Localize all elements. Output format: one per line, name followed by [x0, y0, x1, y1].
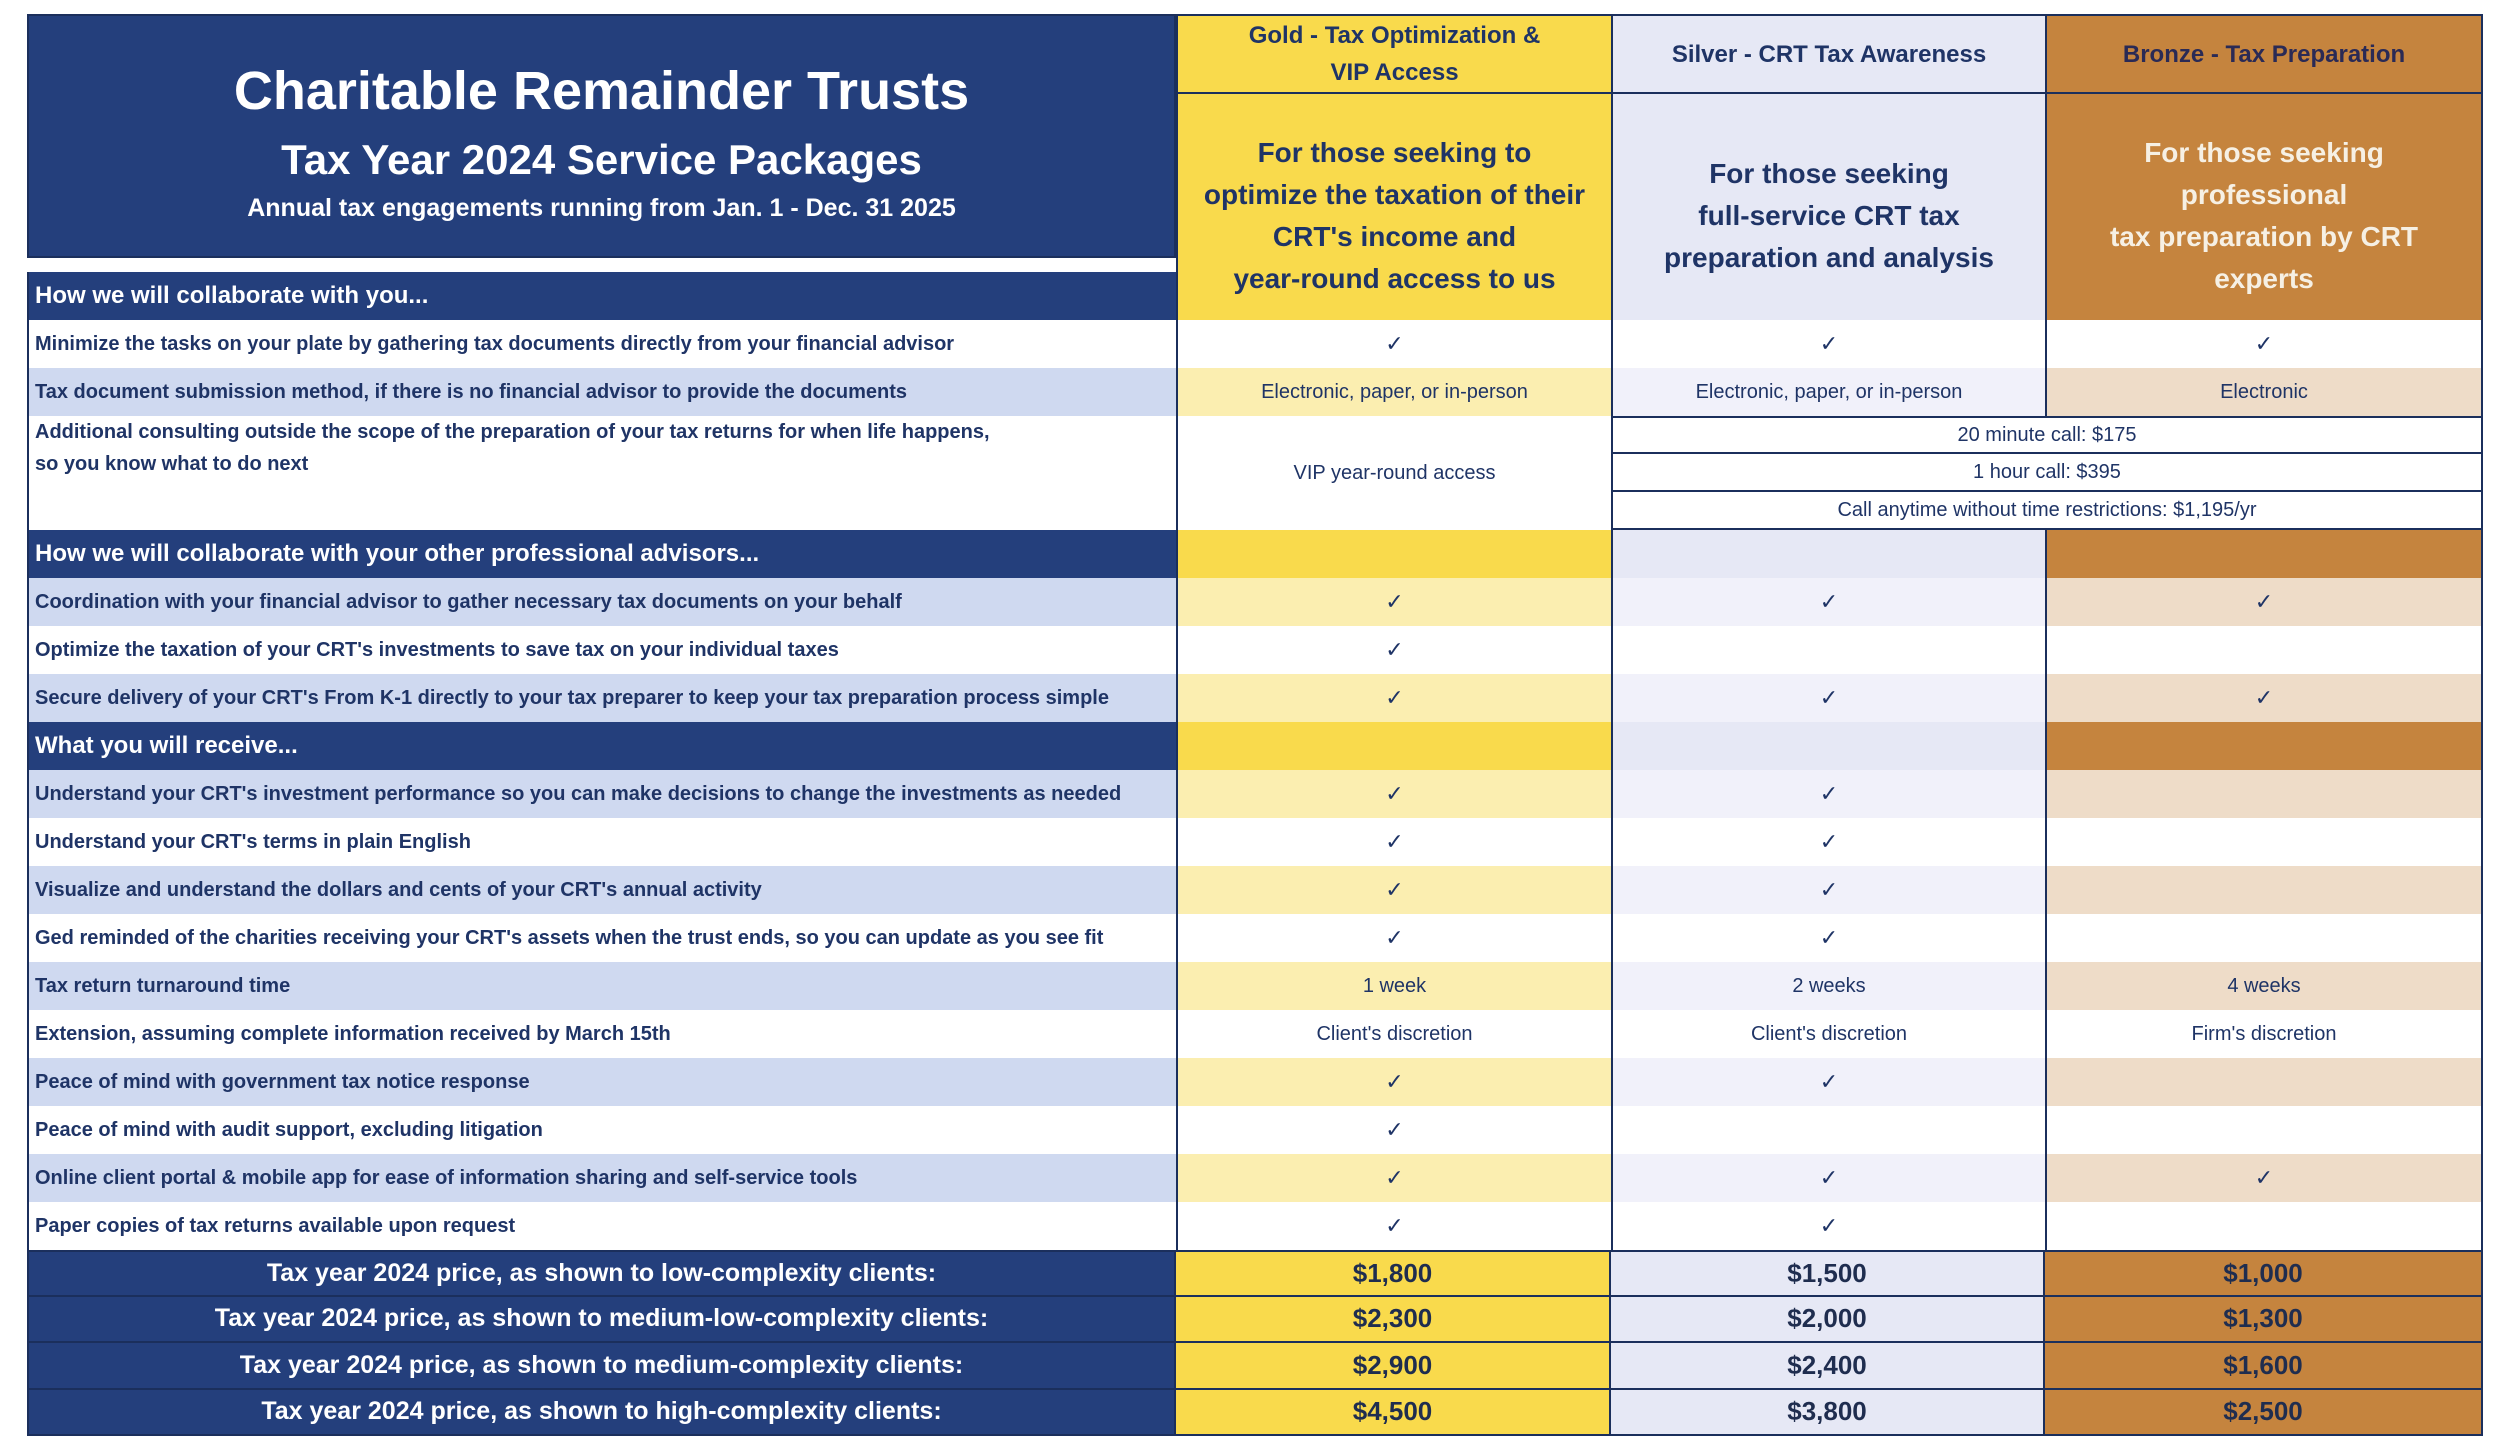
feature-value-bronze [2045, 866, 2483, 914]
feature-value-gold: 1 week [1176, 962, 1611, 1010]
check-icon: ✓ [1176, 818, 1611, 866]
page-subtitle: Tax Year 2024 Service Packages [281, 135, 922, 183]
check-icon: ✓ [1176, 1202, 1611, 1250]
check-icon: ✓ [1176, 770, 1611, 818]
check-icon: ✓ [1611, 1202, 2045, 1250]
feature-label: Understand your CRT's terms in plain English [27, 818, 1176, 866]
check-icon: ✓ [1176, 320, 1611, 368]
check-icon: ✓ [1176, 1058, 1611, 1106]
feature-label: Peace of mind with government tax notice response [27, 1058, 1176, 1106]
price-value-gold: $2,300 [1176, 1297, 1611, 1344]
check-icon: ✓ [1611, 866, 2045, 914]
check-icon: ✓ [2045, 674, 2483, 722]
consult-option: 1 hour call: $395 [1611, 454, 2483, 492]
feature-value-bronze [2045, 1106, 2483, 1154]
check-icon: ✓ [1176, 1106, 1611, 1154]
feature-value-bronze [2045, 914, 2483, 962]
price-value-bronze: $1,600 [2045, 1343, 2483, 1390]
feature-value-gold: VIP year-round access [1176, 416, 1611, 530]
price-value-silver: $2,400 [1611, 1343, 2045, 1390]
feature-value-bronze: 4 weeks [2045, 962, 2483, 1010]
feature-value-gold: Client's discretion [1176, 1010, 1611, 1058]
feature-value-bronze [2045, 626, 2483, 674]
price-value-silver: $2,000 [1611, 1297, 2045, 1344]
check-icon: ✓ [1611, 770, 2045, 818]
check-icon: ✓ [2045, 578, 2483, 626]
feature-label: Understand your CRT's investment performance so you can make decisions to change the investments as needed [27, 770, 1176, 818]
feature-label: Paper copies of tax returns available upon request [27, 1202, 1176, 1250]
feature-value-silver: Client's discretion [1611, 1010, 2045, 1058]
check-icon: ✓ [1176, 626, 1611, 674]
tier-name-line: Bronze - Tax Preparation [2122, 40, 2406, 68]
feature-value-gold: Electronic, paper, or in-person [1176, 368, 1611, 416]
tier-description-line: For those seeking professional [2144, 137, 2384, 210]
feature-label: Secure delivery of your CRT's From K-1 directly to your tax preparer to keep your tax preparation process simple [27, 674, 1176, 722]
check-icon: ✓ [1176, 866, 1611, 914]
title-spacer [27, 258, 1176, 272]
section-header: What you will receive... [27, 722, 1176, 770]
page-title: Charitable Remainder Trusts [233, 60, 970, 121]
price-value-gold: $2,900 [1176, 1343, 1611, 1390]
tier-name-line: Silver - CRT Tax Awareness [1671, 40, 1987, 68]
check-icon: ✓ [1611, 914, 2045, 962]
tier-name-line: VIP Access [1330, 59, 1459, 86]
feature-value-bronze [2045, 1202, 2483, 1250]
section-band-bronze [2045, 530, 2483, 578]
feature-label: Visualize and understand the dollars and cents of your CRT's annual activity [27, 866, 1176, 914]
consult-option: Call anytime without time restrictions: $1,195/yr [1611, 492, 2483, 530]
tier-description-line: CRT's income and [1272, 221, 1517, 252]
section-header: How we will collaborate with you... [27, 272, 1176, 320]
price-value-bronze: $2,500 [2045, 1390, 2483, 1437]
section-band-gold [1176, 722, 1611, 770]
check-icon: ✓ [2045, 1154, 2483, 1202]
feature-label: Peace of mind with audit support, excluding litigation [27, 1106, 1176, 1154]
check-icon: ✓ [2045, 320, 2483, 368]
tier-description-line: optimize the taxation of their [1203, 179, 1586, 210]
feature-value-silver: 2 weeks [1611, 962, 2045, 1010]
feature-value-silver: Electronic, paper, or in-person [1611, 368, 2045, 416]
consult-option: 20 minute call: $175 [1611, 416, 2483, 454]
tier-header-gold [1176, 14, 1611, 94]
check-icon: ✓ [1611, 1058, 2045, 1106]
tier-description-line: full-service CRT tax [1698, 200, 1960, 231]
feature-label [27, 416, 1176, 530]
check-icon: ✓ [1611, 818, 2045, 866]
tier-name-line: Gold - Tax Optimization & [1248, 22, 1541, 49]
feature-label: Coordination with your financial advisor to gather necessary tax documents on your behalf [27, 578, 1176, 626]
check-icon: ✓ [1611, 1154, 2045, 1202]
section-band-gold [1176, 530, 1611, 578]
feature-value-silver [1611, 626, 2045, 674]
feature-label-line: so you know what to do next [35, 453, 309, 475]
section-band-silver [1611, 722, 2045, 770]
price-value-silver: $1,500 [1611, 1250, 2045, 1297]
feature-label: Optimize the taxation of your CRT's investments to save tax on your individual taxes [27, 626, 1176, 674]
price-value-gold: $1,800 [1176, 1250, 1611, 1297]
price-value-silver: $3,800 [1611, 1390, 2045, 1437]
check-icon: ✓ [1611, 674, 2045, 722]
feature-value-bronze [2045, 1058, 2483, 1106]
tier-description-line: year-round access to us [1233, 263, 1556, 294]
price-label: Tax year 2024 price, as shown to medium-complexity clients: [27, 1343, 1176, 1390]
tier-description-gold [1176, 94, 1611, 338]
feature-label-line: Additional consulting outside the scope of the preparation of your tax returns for when life happens, [35, 421, 990, 443]
price-label: Tax year 2024 price, as shown to low-complexity clients: [27, 1250, 1176, 1297]
tier-description-silver [1611, 94, 2045, 338]
feature-value-bronze [2045, 818, 2483, 866]
feature-label: Tax document submission method, if there is no financial advisor to provide the documents [27, 368, 1176, 416]
feature-label: Minimize the tasks on your plate by gathering tax documents directly from your financial advisor [27, 320, 1176, 368]
price-label: Tax year 2024 price, as shown to medium-low-complexity clients: [27, 1297, 1176, 1344]
feature-label: Ged reminded of the charities receiving your CRT's assets when the trust ends, so you can update as you see fit [27, 914, 1176, 962]
tier-description-line: tax preparation by CRT experts [2109, 221, 2419, 294]
price-value-gold: $4,500 [1176, 1390, 1611, 1437]
engagement-note: Annual tax engagements running from Jan. 1 - Dec. 31 2025 [247, 193, 956, 222]
feature-label: Tax return turnaround time [27, 962, 1176, 1010]
tier-header-bronze [2045, 14, 2483, 94]
feature-label: Extension, assuming complete information received by March 15th [27, 1010, 1176, 1058]
section-header: How we will collaborate with your other professional advisors... [27, 530, 1176, 578]
price-value-bronze: $1,300 [2045, 1297, 2483, 1344]
price-label: Tax year 2024 price, as shown to high-complexity clients: [27, 1390, 1176, 1437]
check-icon: ✓ [1176, 1154, 1611, 1202]
check-icon: ✓ [1176, 914, 1611, 962]
feature-value-bronze [2045, 770, 2483, 818]
section-band-silver [1611, 530, 2045, 578]
feature-label: Online client portal & mobile app for ease of information sharing and self-service tools [27, 1154, 1176, 1202]
feature-value-bronze: Firm's discretion [2045, 1010, 2483, 1058]
price-value-bronze: $1,000 [2045, 1250, 2483, 1297]
feature-value-silver [1611, 1106, 2045, 1154]
check-icon: ✓ [1611, 320, 2045, 368]
tier-description-line: For those seeking [1709, 158, 1949, 189]
tier-description-line: preparation and analysis [1664, 242, 1994, 273]
tier-description-bronze [2045, 94, 2483, 338]
check-icon: ✓ [1611, 578, 2045, 626]
tier-header-silver [1611, 14, 2045, 94]
tier-description-line: For those seeking to [1257, 137, 1532, 168]
check-icon: ✓ [1176, 674, 1611, 722]
pricing-sheet [27, 14, 2483, 1432]
feature-value-bronze: Electronic [2045, 368, 2483, 416]
section-band-bronze [2045, 722, 2483, 770]
comparison-table [27, 14, 2483, 1432]
check-icon: ✓ [1176, 578, 1611, 626]
